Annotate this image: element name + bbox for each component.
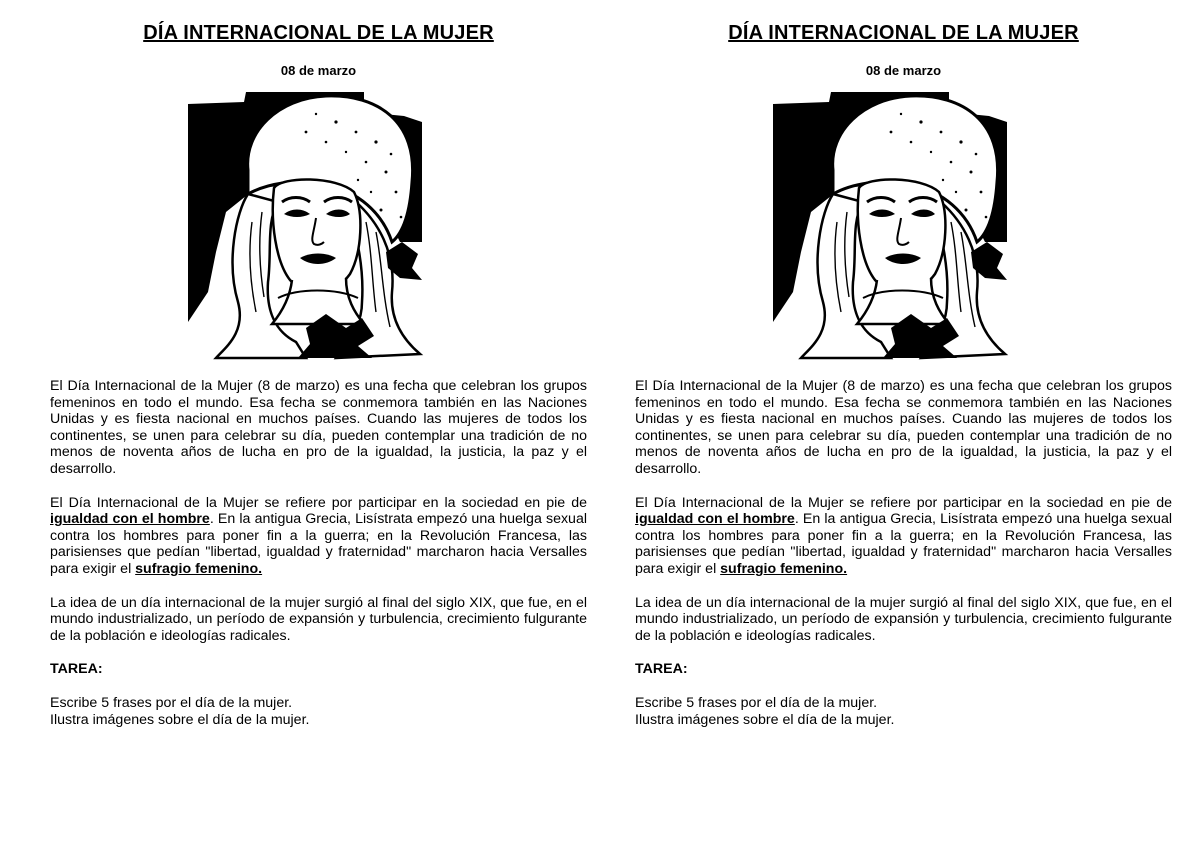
document-title: DÍA INTERNACIONAL DE LA MUJER (143, 22, 494, 44)
paragraph-1: El Día Internacional de la Mujer (8 de marzo) es una fecha que celebran los grupos femeninos en todo el mundo. Esa fecha se conmemora también en las Naciones Unidas y es fiesta nacional en muchos países. Cuando las mujeres de todos los continentes, se unen para celebrar su día, pueden contemplar una tradición de no menos de noventa años de lucha en pro de la igualdad, la justicia, la paz y el desarrollo. (50, 378, 587, 477)
paragraph-2-part-a: El Día Internacional de la Mujer se refiere por participar en la sociedad en pie de (635, 494, 1172, 511)
paragraph-2 (635, 495, 1172, 578)
paragraph-2-part-a: El Día Internacional de la Mujer se refiere por participar en la sociedad en pie de (50, 494, 587, 511)
paragraph-3: La idea de un día internacional de la mujer surgió al final del siglo XIX, que fue, en el mundo industrializado, un período de expansión y turbulencia, crecimiento fulgurante de la población e ideologías radicales. (635, 594, 1172, 644)
task-line-1: Escribe 5 frases por el día de la mujer. (50, 694, 293, 711)
task-line-2: Ilustra imágenes sobre el día de la mujer. (635, 711, 895, 728)
emphasis-suffrage: sufragio femenino. (720, 560, 848, 577)
paragraph-2-part-b: . En la antigua Grecia, Lisístrata empezó una huelga sexual contra los hombres para poner fin a la guerra; en la Revolución Francesa, las parisienses que pedían "libertad, igualdad y fraternidad" marcharon hacia Versalles para exigir el (50, 511, 587, 577)
woman-illustration-icon (771, 92, 1011, 360)
document-title: DÍA INTERNACIONAL DE LA MUJER (728, 22, 1079, 44)
woman-illustration-icon (186, 92, 426, 360)
task-heading: TAREA: (635, 661, 688, 678)
emphasis-suffrage: sufragio femenino. (135, 560, 263, 577)
body-text (635, 378, 1172, 728)
paragraph-2 (50, 495, 587, 578)
paragraph-2-part-b: . En la antigua Grecia, Lisístrata empezó una huelga sexual contra los hombres para poner fin a la guerra; en la Revolución Francesa, las parisienses que pedían "libertad, igualdad y fraternidad" marcharon hacia Versalles para exigir el (635, 511, 1172, 577)
paragraph-1: El Día Internacional de la Mujer (8 de marzo) es una fecha que celebran los grupos femeninos en todo el mundo. Esa fecha se conmemora también en las Naciones Unidas y es fiesta nacional en muchos países. Cuando las mujeres de todos los continentes, se unen para celebrar su día, pueden contemplar una tradición de no menos de noventa años de lucha en pro de la igualdad, la justicia, la paz y el desarrollo. (635, 378, 1172, 477)
task-heading: TAREA: (50, 661, 103, 678)
emphasis-equality: igualdad con el hombre (50, 511, 210, 528)
task-line-2: Ilustra imágenes sobre el día de la mujer. (50, 711, 310, 728)
emphasis-equality: igualdad con el hombre (635, 511, 795, 528)
document-date: 08 de marzo (865, 63, 942, 78)
body-text (50, 378, 587, 728)
task-line-1: Escribe 5 frases por el día de la mujer. (635, 694, 878, 711)
paragraph-3: La idea de un día internacional de la mujer surgió al final del siglo XIX, que fue, en el mundo industrializado, un período de expansión y turbulencia, crecimiento fulgurante de la población e ideologías radicales. (50, 594, 587, 644)
document-date: 08 de marzo (280, 63, 357, 78)
